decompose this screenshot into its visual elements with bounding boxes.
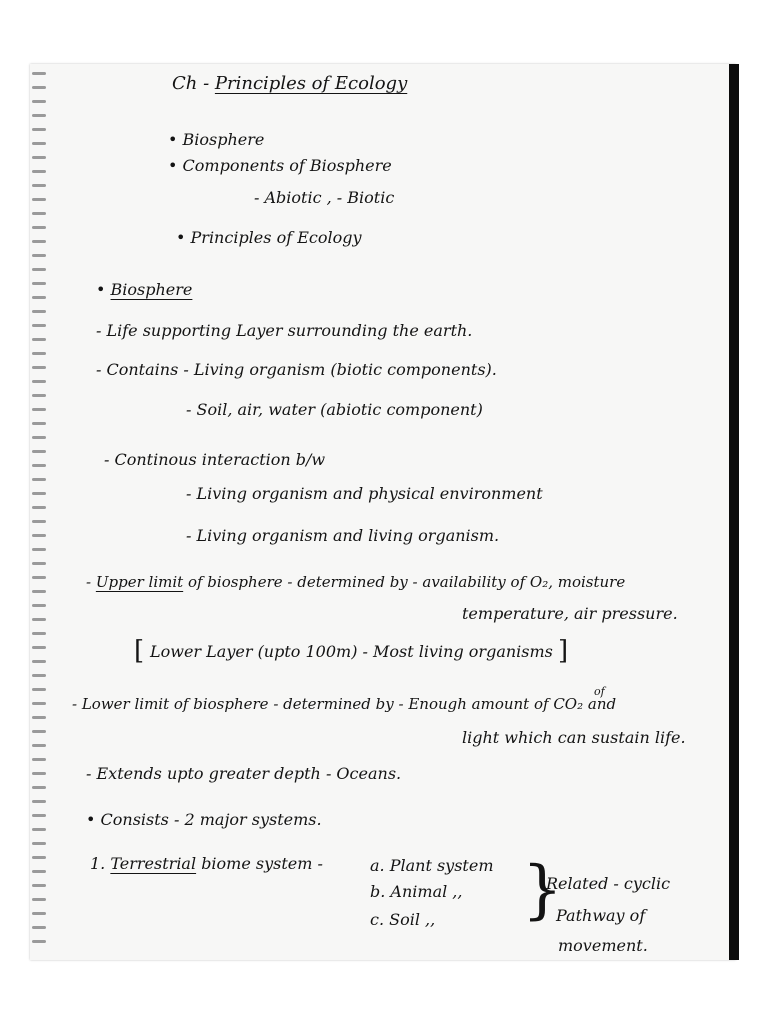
- perforation-mark: [32, 618, 46, 621]
- upper-limit-text: of biosphere - determined by - availability of O₂, moisture: [187, 573, 626, 591]
- curly-brace: }: [522, 853, 563, 927]
- perforation-mark: [32, 240, 46, 243]
- perforation-mark: [32, 660, 46, 663]
- perforation-mark: [32, 898, 46, 901]
- perforation-mark: [32, 184, 46, 187]
- perforation-mark: [32, 394, 46, 397]
- perforation-mark: [32, 310, 46, 313]
- perforation-mark: [32, 296, 46, 299]
- perforation-mark: [32, 114, 46, 117]
- perforation-mark: [32, 730, 46, 733]
- perforation-mark: [32, 380, 46, 383]
- line-interaction-living: - Living organism and living organism.: [186, 526, 500, 545]
- perforation-mark: [32, 744, 46, 747]
- perforation-mark: [32, 450, 46, 453]
- line-life-layer: - Life supporting Layer surrounding the earth.: [96, 321, 473, 340]
- perforation-mark: [32, 590, 46, 593]
- perforation-mark: [32, 506, 46, 509]
- system-plant: a. Plant system: [370, 856, 494, 875]
- perforation-mark: [32, 688, 46, 691]
- perforation-mark: [32, 408, 46, 411]
- upper-dash: -: [86, 573, 92, 591]
- title-prefix: Ch -: [172, 73, 215, 94]
- perforation-mark: [32, 562, 46, 565]
- perforation-mark: [32, 786, 46, 789]
- perforation-mark: [32, 282, 46, 285]
- line-abiotic-components: - Soil, air, water (abiotic component): [186, 400, 483, 419]
- bracket-open: [: [134, 636, 145, 666]
- related-line-1: Related - cyclic: [546, 874, 671, 893]
- perforation-mark: [32, 674, 46, 677]
- perforation-mark: [32, 86, 46, 89]
- perforation-mark: [32, 716, 46, 719]
- line-interaction: - Continous interaction b/w: [104, 450, 326, 469]
- perforation-mark: [32, 324, 46, 327]
- perforation-mark: [32, 926, 46, 929]
- page-title: [172, 74, 407, 94]
- line-lower-limit-cont: light which can sustain life.: [462, 728, 686, 747]
- perforation-mark: [32, 436, 46, 439]
- perforation-mark: [32, 884, 46, 887]
- perforation-mark: [32, 828, 46, 831]
- perforation-mark: [32, 548, 46, 551]
- perforation-mark: [32, 856, 46, 859]
- perforation-mark: [32, 940, 46, 943]
- perforation-mark: [32, 842, 46, 845]
- perforation-mark: [32, 464, 46, 467]
- line-upper-limit-cont: temperature, air pressure.: [462, 604, 678, 623]
- perforation-mark: [32, 254, 46, 257]
- line-consists: • Consists - 2 major systems.: [86, 810, 322, 829]
- perforation-mark: [32, 702, 46, 705]
- perforation-mark: [32, 534, 46, 537]
- line-lower-limit: - Lower limit of biosphere - determined by - Enough amount of CO₂ and: [72, 695, 617, 713]
- title-underlined: Principles of Ecology: [214, 73, 408, 94]
- terrestrial-number: 1.: [90, 854, 106, 873]
- page-edge-shadow: [729, 64, 739, 960]
- topic-biosphere: • Biosphere: [168, 130, 265, 149]
- perforation-mark: [32, 198, 46, 201]
- section-heading: [96, 280, 192, 300]
- topic-abiotic-biotic: - Abiotic , - Biotic: [254, 188, 395, 207]
- perforation-mark: [32, 520, 46, 523]
- upper-limit-label: Upper limit: [95, 573, 184, 591]
- perforation-mark: [32, 478, 46, 481]
- perforation-mark: [32, 226, 46, 229]
- perforation-mark: [32, 912, 46, 915]
- line-lower-layer: Lower Layer (upto 100m) - Most living organisms: [150, 642, 553, 661]
- perforation-mark: [32, 128, 46, 131]
- system-soil: c. Soil ,,: [370, 910, 436, 929]
- line-interaction-physical: - Living organism and physical environment: [186, 484, 543, 503]
- perforation-mark: [32, 212, 46, 215]
- perforation-mark: [32, 142, 46, 145]
- terrestrial-label: Terrestrial: [110, 854, 197, 873]
- topic-components: • Components of Biosphere: [168, 156, 392, 175]
- perforation-mark: [32, 814, 46, 817]
- superscript-of: of: [594, 685, 605, 698]
- perforation-mark: [32, 170, 46, 173]
- bracket-close: ]: [558, 636, 569, 666]
- perforation-mark: [32, 632, 46, 635]
- line-upper-limit: [86, 572, 625, 592]
- related-line-3: movement.: [558, 936, 648, 955]
- perforation-mark: [32, 758, 46, 761]
- perforation-mark: [32, 72, 46, 75]
- terrestrial-rest: biome system -: [201, 854, 323, 873]
- system-animal: b. Animal ,,: [370, 882, 463, 901]
- line-contains: - Contains - Living organism (biotic components).: [96, 360, 497, 379]
- section-bullet: •: [96, 280, 106, 299]
- perforation-mark: [32, 100, 46, 103]
- section-heading-text: Biosphere: [110, 280, 193, 299]
- perforation-mark: [32, 156, 46, 159]
- perforation-mark: [32, 492, 46, 495]
- topic-principles: • Principles of Ecology: [176, 228, 362, 247]
- perforation-mark: [32, 800, 46, 803]
- perforation-mark: [32, 870, 46, 873]
- line-terrestrial: [90, 854, 323, 874]
- perforation-mark: [32, 366, 46, 369]
- perforation-mark: [32, 268, 46, 271]
- perforation-mark: [32, 338, 46, 341]
- line-extends: - Extends upto greater depth - Oceans.: [86, 764, 402, 783]
- perforation-mark: [32, 352, 46, 355]
- perforation-mark: [32, 576, 46, 579]
- perforation-mark: [32, 646, 46, 649]
- related-line-2: Pathway of: [556, 906, 646, 925]
- perforation-mark: [32, 604, 46, 607]
- perforation-mark: [32, 422, 46, 425]
- perforation-mark: [32, 772, 46, 775]
